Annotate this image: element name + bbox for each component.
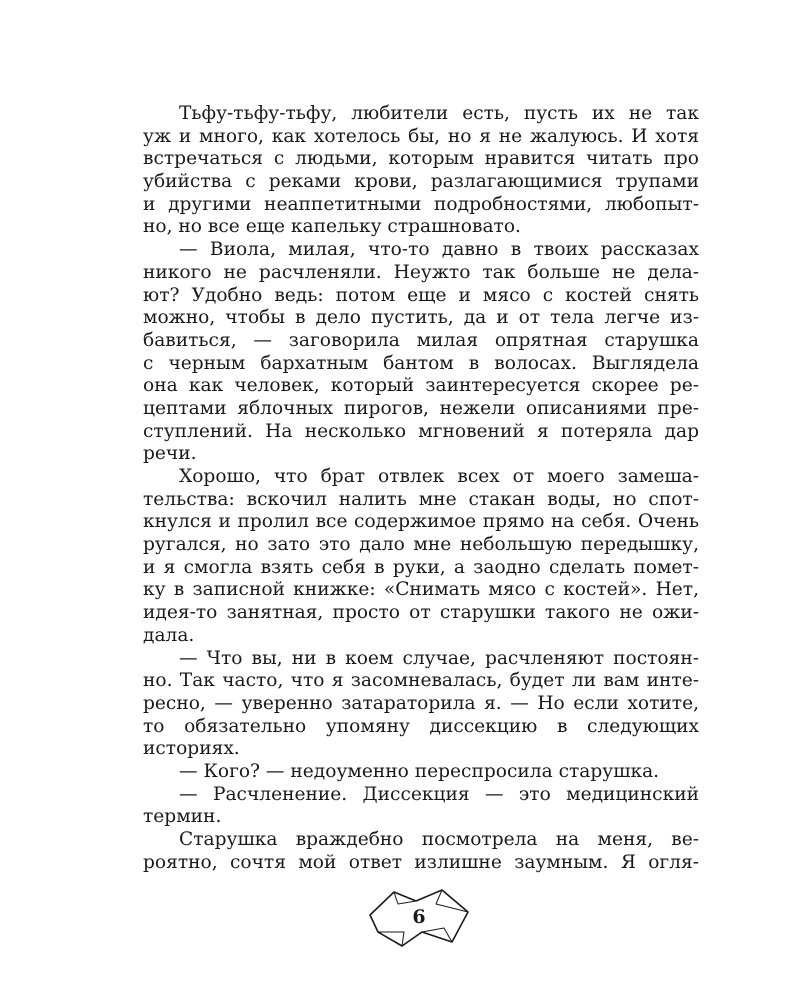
text-line: — Что вы, ни в коем случае, расчленяют постоян- [179,647,699,669]
text-line: ругался, но зато это дало мне небольшую передышку, [143,534,699,556]
text-line: идея-то занятная, просто от старушки такого не ожи- [143,602,699,624]
text-line: Хорошо, что брат отвлек всех от моего замеша- [179,466,699,487]
text-line: тельства: вскочил налить мне стакан воды, но спот- [143,488,699,510]
text-line: ку в записной книжке: «Снимать мясо с костей». Нет, [143,579,699,601]
text-line: и я смогла взять себя в руки, а заодно сделать помет- [143,556,699,578]
text-line: она как человек, который заинтересуется скорее ре- [143,375,699,397]
text-line: историях. [143,738,240,760]
text-line: цептами яблочных пирогов, нежели описаниями пре- [143,397,699,419]
text-line: — Виола, милая, что-то давно в твоих рассказах [179,239,699,261]
text-line: с черным бархатным бантом в волосах. Выглядела [143,352,699,374]
text-line: и другими неаппетитными подробностями, любопыт- [143,193,699,215]
text-line: Старушка враждебно посмотрела на меня, ве- [179,829,699,850]
text-line: встречаться с людьми, которым нравится читать про [143,148,699,170]
text-line: убийства с реками крови, разлагающимися трупами [143,171,699,193]
text-line: можно, чтобы в дело пустить, да и от тела легче из- [143,307,699,329]
text-line: — Расчленение. Диссекция — это медицинский [179,783,699,805]
text-line: то обязательно упомяну диссекцию в следующих [143,715,699,737]
text-line: но, но все еще капельку страшновато. [143,216,521,238]
text-line: речи. [143,443,197,465]
text-line: но. Так часто, что я засомневалась, будет ли вам инте- [143,670,699,692]
text-line: — Кого? — недоуменно переспросила старушка. [179,760,660,782]
text-line: ресно, — уверенно затараторила я. — Но если хотите, [143,692,699,714]
page-number: 6 [412,906,426,928]
text-line: дала. [143,624,195,646]
text-line: роятно, сочтя мой ответ излишне заумным. Я огля- [143,851,699,873]
text-line: Тьфу-тьфу-тьфу, любители есть, пусть их не так [179,103,699,124]
text-line: ют? Удобно ведь: потом еще и мясо с костей снять [143,284,699,306]
text-line: никого не расчленяли. Неужто так больше не дела- [143,261,699,283]
text-line: ступлений. На несколько мгновений я потеряла дар [143,420,699,442]
body-text [143,103,699,874]
page-number-badge [364,884,474,954]
text-line: уж и много, как хотелось бы, но я не жалуюсь. И хотя [143,125,699,147]
text-line: бавиться, — заговорила милая опрятная старушка [143,329,699,351]
text-line: термин. [143,806,222,828]
text-line: кнулся и пролил все содержимое прямо на себя. Очень [143,511,699,533]
